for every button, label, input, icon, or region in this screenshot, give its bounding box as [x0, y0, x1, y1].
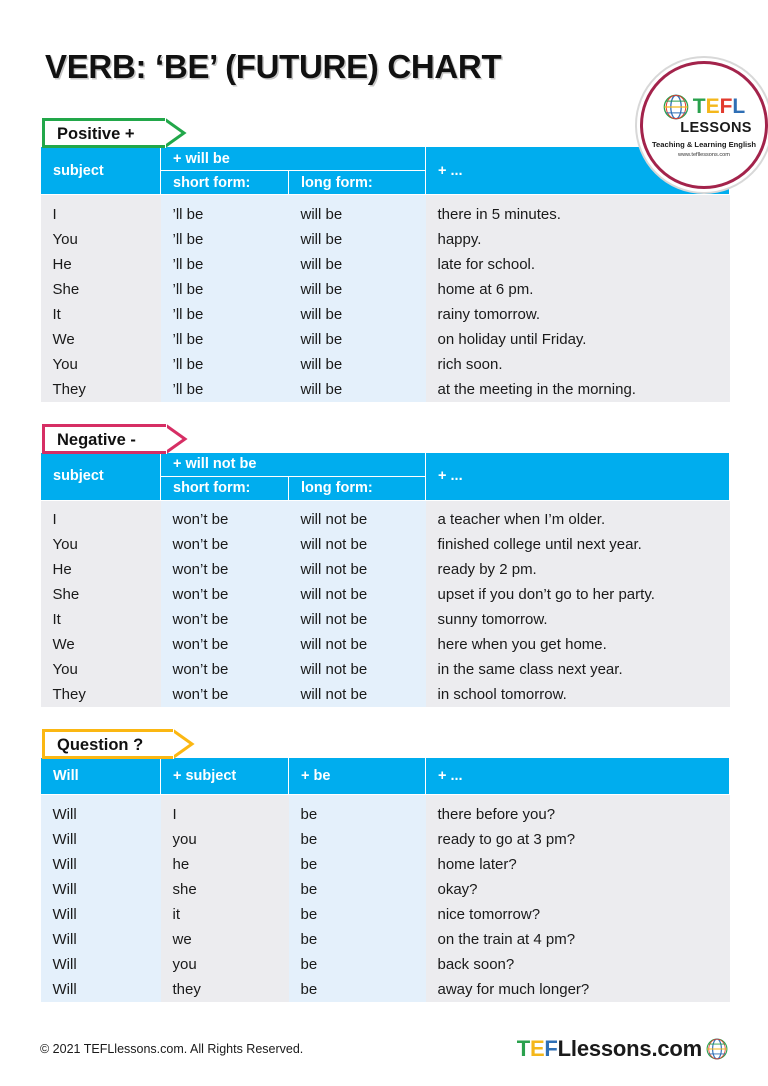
cell-will: Will — [41, 827, 161, 852]
cell-rest: away for much longer? — [426, 977, 730, 1002]
table-question — [40, 757, 730, 1002]
table-row — [41, 532, 730, 557]
banner-arrow-icon — [173, 729, 195, 759]
cell-rest: in the same class next year. — [426, 657, 730, 682]
cell-will: Will — [41, 977, 161, 1002]
cell-rest: upset if you don’t go to her party. — [426, 582, 730, 607]
table-row — [41, 557, 730, 582]
cell-rest: sunny tomorrow. — [426, 607, 730, 632]
logo-lessons-text: LESSONS — [680, 119, 752, 136]
cell-long: will be — [289, 302, 426, 327]
cell-be: be — [289, 827, 426, 852]
section-gap — [40, 402, 728, 424]
cell-short: won’t be — [161, 632, 289, 657]
banner-question-label: Question ? — [57, 736, 144, 754]
table-question-body — [41, 795, 730, 1002]
cell-subject: He — [41, 252, 161, 277]
logo-url: www.tefllessons.com — [678, 152, 730, 159]
cell-long: will not be — [289, 507, 426, 532]
cell-rest: ready to go at 3 pm? — [426, 827, 730, 852]
table-row — [41, 252, 730, 277]
cell-rest: nice tomorrow? — [426, 902, 730, 927]
cell-subject: he — [161, 852, 289, 877]
table-row — [41, 802, 730, 827]
cell-rest: late for school. — [426, 252, 730, 277]
table-positive — [40, 146, 730, 402]
cell-rest: on holiday until Friday. — [426, 327, 730, 352]
cell-subject: You — [41, 352, 161, 377]
banner-arrow-icon — [165, 118, 187, 148]
header-rest: + ... — [426, 452, 730, 500]
globe-icon — [706, 1038, 728, 1060]
header-will-be: + will be — [161, 147, 426, 171]
cell-short: won’t be — [161, 582, 289, 607]
logo-letter-l: L — [732, 95, 746, 119]
cell-subject: I — [41, 507, 161, 532]
cell-subject: She — [41, 582, 161, 607]
cell-short: won’t be — [161, 557, 289, 582]
cell-subject: you — [161, 952, 289, 977]
cell-subject: We — [41, 327, 161, 352]
footer-letter-f: F — [544, 1036, 558, 1061]
table-row — [41, 827, 730, 852]
cell-subject: He — [41, 557, 161, 582]
logo-wordmark-row — [663, 94, 746, 120]
table-header-row — [41, 452, 730, 476]
cell-subject: You — [41, 657, 161, 682]
table-header-row — [41, 147, 730, 171]
cell-will: Will — [41, 802, 161, 827]
cell-subject: it — [161, 902, 289, 927]
banner-question — [42, 729, 173, 759]
section-question — [40, 729, 728, 1002]
table-negative — [40, 452, 730, 708]
logo-tagline: Teaching & Learning English — [651, 140, 757, 150]
cell-rest: back soon? — [426, 952, 730, 977]
banner-negative-label: Negative - — [57, 430, 136, 449]
cell-short: ’ll be — [161, 252, 289, 277]
cell-short: ’ll be — [161, 377, 289, 402]
header-rest: + ... — [426, 758, 730, 795]
table-spacer — [41, 500, 730, 507]
table-row — [41, 277, 730, 302]
cell-subject: She — [41, 277, 161, 302]
table-row — [41, 582, 730, 607]
cell-subject: You — [41, 532, 161, 557]
header-long-form: long form: — [289, 171, 426, 195]
copyright-text: © 2021 TEFLlessons.com. All Rights Reserved. — [40, 1042, 304, 1056]
cell-short: ’ll be — [161, 227, 289, 252]
cell-rest: there in 5 minutes. — [426, 202, 730, 227]
cell-be: be — [289, 902, 426, 927]
page-header — [40, 0, 728, 118]
cell-short: won’t be — [161, 682, 289, 707]
cell-long: will not be — [289, 607, 426, 632]
tefl-lessons-logo — [640, 61, 768, 189]
cell-subject: she — [161, 877, 289, 902]
cell-rest: at the meeting in the morning. — [426, 377, 730, 402]
section-negative — [40, 424, 728, 708]
logo-letter-e: E — [705, 95, 720, 119]
table-row — [41, 902, 730, 927]
banner-positive — [42, 118, 165, 148]
cell-subject: We — [41, 632, 161, 657]
cell-long: will be — [289, 327, 426, 352]
section-gap — [40, 707, 728, 729]
header-long-form: long form: — [289, 476, 426, 500]
cell-long: will not be — [289, 657, 426, 682]
cell-short: ’ll be — [161, 352, 289, 377]
table-row — [41, 202, 730, 227]
cell-long: will be — [289, 202, 426, 227]
cell-subject: they — [161, 977, 289, 1002]
cell-short: ’ll be — [161, 302, 289, 327]
cell-subject: I — [161, 802, 289, 827]
table-header-row — [41, 758, 730, 795]
table-row — [41, 682, 730, 707]
cell-be: be — [289, 852, 426, 877]
cell-will: Will — [41, 852, 161, 877]
cell-be: be — [289, 802, 426, 827]
cell-subject: It — [41, 607, 161, 632]
footer-letter-t: T — [516, 1036, 530, 1061]
cell-long: will be — [289, 377, 426, 402]
page-footer — [40, 1032, 728, 1066]
cell-be: be — [289, 977, 426, 1002]
cell-short: ’ll be — [161, 327, 289, 352]
cell-will: Will — [41, 902, 161, 927]
cell-rest: okay? — [426, 877, 730, 902]
cell-be: be — [289, 877, 426, 902]
table-row — [41, 302, 730, 327]
cell-subject: I — [41, 202, 161, 227]
table-row — [41, 507, 730, 532]
table-spacer — [41, 195, 730, 202]
cell-long: will not be — [289, 682, 426, 707]
cell-subject: They — [41, 377, 161, 402]
cell-rest: rich soon. — [426, 352, 730, 377]
header-subject: subject — [41, 452, 161, 500]
cell-rest: finished college until next year. — [426, 532, 730, 557]
cell-long: will not be — [289, 632, 426, 657]
cell-be: be — [289, 952, 426, 977]
logo-letter-f: F — [719, 95, 733, 119]
cell-short: ’ll be — [161, 202, 289, 227]
header-short-form: short form: — [161, 171, 289, 195]
globe-icon — [663, 94, 689, 120]
header-short-form: short form: — [161, 476, 289, 500]
cell-subject: It — [41, 302, 161, 327]
cell-long: will not be — [289, 532, 426, 557]
header-will: Will — [41, 758, 161, 795]
banner-negative — [42, 424, 166, 454]
table-row — [41, 607, 730, 632]
cell-rest: happy. — [426, 227, 730, 252]
header-subject: subject — [41, 147, 161, 195]
banner-arrow-icon — [166, 424, 188, 454]
table-row — [41, 352, 730, 377]
cell-subject: we — [161, 927, 289, 952]
logo-tefl-text — [693, 96, 746, 117]
header-will-not-be: + will not be — [161, 452, 426, 476]
cell-short: won’t be — [161, 507, 289, 532]
header-be: + be — [289, 758, 426, 795]
footer-brand — [517, 1036, 728, 1062]
cell-rest: home later? — [426, 852, 730, 877]
cell-long: will be — [289, 252, 426, 277]
cell-rest: home at 6 pm. — [426, 277, 730, 302]
footer-letter-e: E — [529, 1036, 545, 1061]
footer-wordmark — [517, 1036, 702, 1062]
cell-rest: ready by 2 pm. — [426, 557, 730, 582]
banner-positive-label: Positive + — [57, 125, 135, 143]
cell-long: will be — [289, 277, 426, 302]
table-row — [41, 877, 730, 902]
cell-rest: in school tomorrow. — [426, 682, 730, 707]
table-row — [41, 852, 730, 877]
header-rest: + ... — [426, 147, 730, 195]
page-title: VERB: ‘BE’ (FUTURE) CHART — [45, 48, 502, 85]
footer-brand-rest: Llessons.com — [557, 1036, 702, 1061]
table-row — [41, 657, 730, 682]
cell-short: won’t be — [161, 607, 289, 632]
cell-be: be — [289, 927, 426, 952]
cell-will: Will — [41, 927, 161, 952]
cell-rest: rainy tomorrow. — [426, 302, 730, 327]
cell-subject: They — [41, 682, 161, 707]
cell-long: will not be — [289, 557, 426, 582]
cell-rest: a teacher when I’m older. — [426, 507, 730, 532]
cell-will: Will — [41, 877, 161, 902]
table-spacer — [41, 795, 730, 802]
header-subject: + subject — [161, 758, 289, 795]
cell-short: won’t be — [161, 532, 289, 557]
cell-subject: you — [161, 827, 289, 852]
cell-rest: there before you? — [426, 802, 730, 827]
table-row — [41, 632, 730, 657]
table-row — [41, 977, 730, 1002]
cell-subject: You — [41, 227, 161, 252]
cell-short: won’t be — [161, 657, 289, 682]
table-row — [41, 927, 730, 952]
logo-letter-t: T — [692, 95, 706, 119]
table-row — [41, 227, 730, 252]
cell-rest: on the train at 4 pm? — [426, 927, 730, 952]
table-row — [41, 377, 730, 402]
cell-long: will not be — [289, 582, 426, 607]
cell-long: will be — [289, 352, 426, 377]
section-positive — [40, 118, 728, 402]
cell-short: ’ll be — [161, 277, 289, 302]
table-positive-body — [41, 195, 730, 402]
cell-long: will be — [289, 227, 426, 252]
table-row — [41, 952, 730, 977]
table-row — [41, 327, 730, 352]
table-negative-body — [41, 500, 730, 707]
cell-rest: here when you get home. — [426, 632, 730, 657]
cell-will: Will — [41, 952, 161, 977]
